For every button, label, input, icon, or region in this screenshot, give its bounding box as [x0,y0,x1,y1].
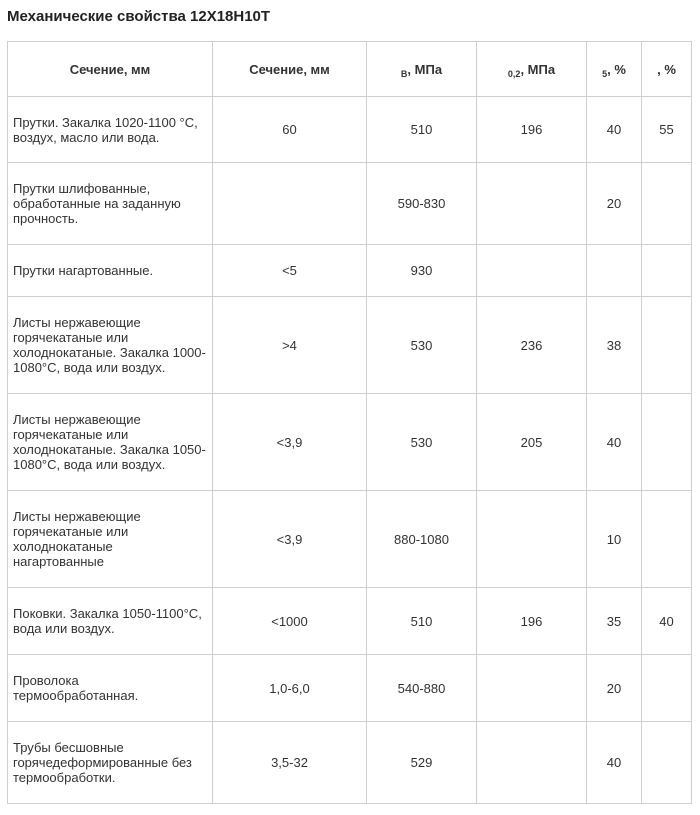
table-cell: Поковки. Закалка 1050-1100°С, вода или воздух. [8,588,213,655]
table-cell: 40 [587,394,642,491]
table-row [8,245,692,297]
table-cell [642,245,692,297]
table-row [8,655,692,722]
table-cell: >4 [213,297,367,394]
table-cell: 40 [587,722,642,804]
table-cell [477,245,587,297]
table-cell [642,722,692,804]
table-cell: 530 [367,297,477,394]
table-cell: 20 [587,163,642,245]
table-cell: 196 [477,97,587,163]
header-cell: , % [642,42,692,97]
table-cell: 35 [587,588,642,655]
table-cell: 510 [367,588,477,655]
table-cell [213,163,367,245]
table-cell: 1,0-6,0 [213,655,367,722]
table-cell: Проволока термообработанная. [8,655,213,722]
table-cell: 40 [642,588,692,655]
table-cell: <3,9 [213,394,367,491]
header-cell: Сечение, мм [8,42,213,97]
header-cell: $_{0,2}$, МПа [477,42,587,97]
table-row [8,394,692,491]
table-cell [642,163,692,245]
table-row [8,163,692,245]
table-cell [642,491,692,588]
table-cell: 510 [367,97,477,163]
table-cell [642,394,692,491]
table-cell: 20 [587,655,642,722]
table-header-row [8,42,692,97]
header-cell: $_B$, МПа [367,42,477,97]
table-cell: 55 [642,97,692,163]
header-cell: $_5$, % [587,42,642,97]
table-cell: Трубы бесшовные горячедеформированные без термообработки. [8,722,213,804]
table-cell: 540-880 [367,655,477,722]
table-cell [642,297,692,394]
table-cell: Прутки шлифованные, обработанные на заданную прочность. [8,163,213,245]
table-cell: 60 [213,97,367,163]
table-cell [477,655,587,722]
table-cell [477,722,587,804]
table-cell [477,163,587,245]
table-cell: 196 [477,588,587,655]
table-row [8,491,692,588]
table-cell: 205 [477,394,587,491]
table-cell: 40 [587,97,642,163]
table-cell [477,491,587,588]
table-row [8,722,692,804]
table-row [8,588,692,655]
table-cell: <5 [213,245,367,297]
table-cell: Листы нержавеющие горячекатаные или холоднокатаные. Закалка 1000-1080°С, вода или воздух. [8,297,213,394]
table-cell: Прутки нагартованные. [8,245,213,297]
table-cell: 10 [587,491,642,588]
table-cell: Листы нержавеющие горячекатаные или холоднокатаные. Закалка 1050-1080°С, вода или воздух. [8,394,213,491]
table-row [8,97,692,163]
table-cell: <1000 [213,588,367,655]
table-cell: 3,5-32 [213,722,367,804]
table-cell: 590-830 [367,163,477,245]
table-cell: 530 [367,394,477,491]
table-cell: 236 [477,297,587,394]
table-row [8,297,692,394]
table-cell: 38 [587,297,642,394]
table-cell: Листы нержавеющие горячекатаные или холоднокатаные нагартованные [8,491,213,588]
page-title: Механические свойства 12Х18Н10Т [7,8,271,25]
table-cell [587,245,642,297]
table-cell: Прутки. Закалка 1020-1100 °С, воздух, масло или вода. [8,97,213,163]
header-cell: Сечение, мм [213,42,367,97]
table-cell: 880-1080 [367,491,477,588]
table-cell: <3,9 [213,491,367,588]
table-cell [642,655,692,722]
table-cell: 529 [367,722,477,804]
table-cell: 930 [367,245,477,297]
properties-table [7,41,692,804]
